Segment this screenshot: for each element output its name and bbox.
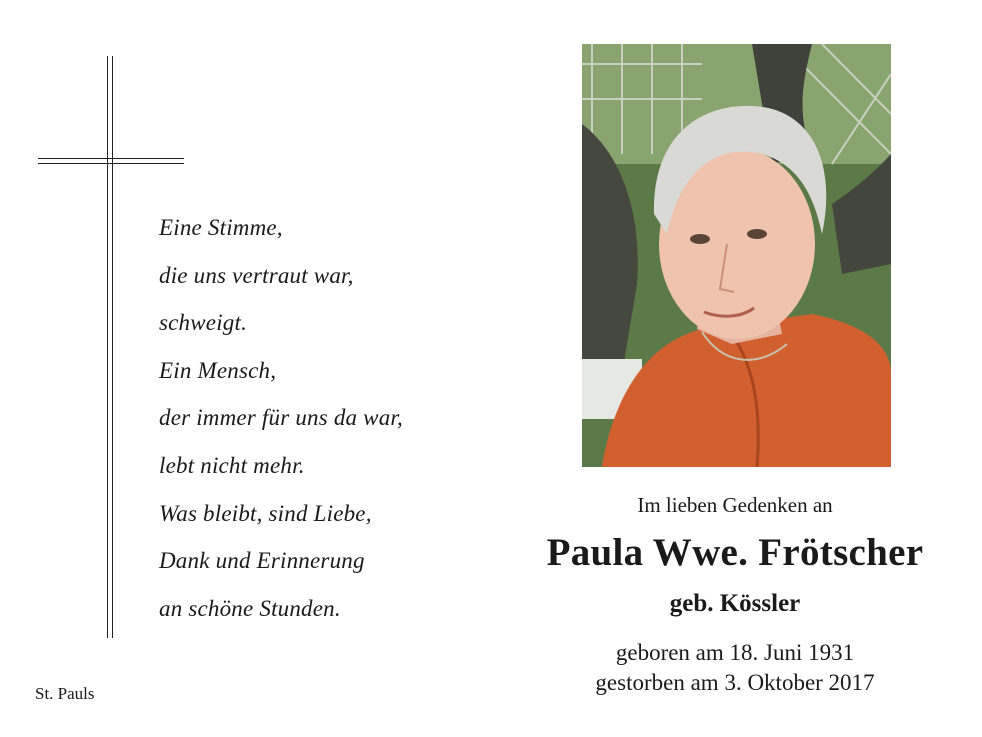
poem-line: die uns vertraut war, <box>159 262 354 288</box>
poem-line: schweigt. <box>159 310 248 336</box>
maiden-name: geb. Kössler <box>669 590 801 617</box>
poem-line: Eine Stimme, <box>159 215 283 240</box>
poem-line: der immer für uns da war, <box>159 405 403 431</box>
poem-line: Dank und Erinnerung <box>159 548 365 574</box>
death-date: gestorben am 3. Oktober 2017 <box>595 670 875 695</box>
memorial-intro: Im lieben Gedenken an <box>637 493 833 517</box>
poem-line: an schöne Stunden. <box>159 595 341 621</box>
poem-line: Ein Mensch, <box>159 357 277 383</box>
place-label: St. Pauls <box>35 684 95 703</box>
deceased-name: Paula Wwe. Frötscher <box>546 531 924 574</box>
birth-date: geboren am 18. Juni 1931 <box>615 640 855 665</box>
poem <box>159 204 489 632</box>
poem-line: lebt nicht mehr. <box>159 452 305 478</box>
portrait-photo <box>582 44 891 467</box>
poem-line: Was bleibt, sind Liebe, <box>159 500 372 526</box>
